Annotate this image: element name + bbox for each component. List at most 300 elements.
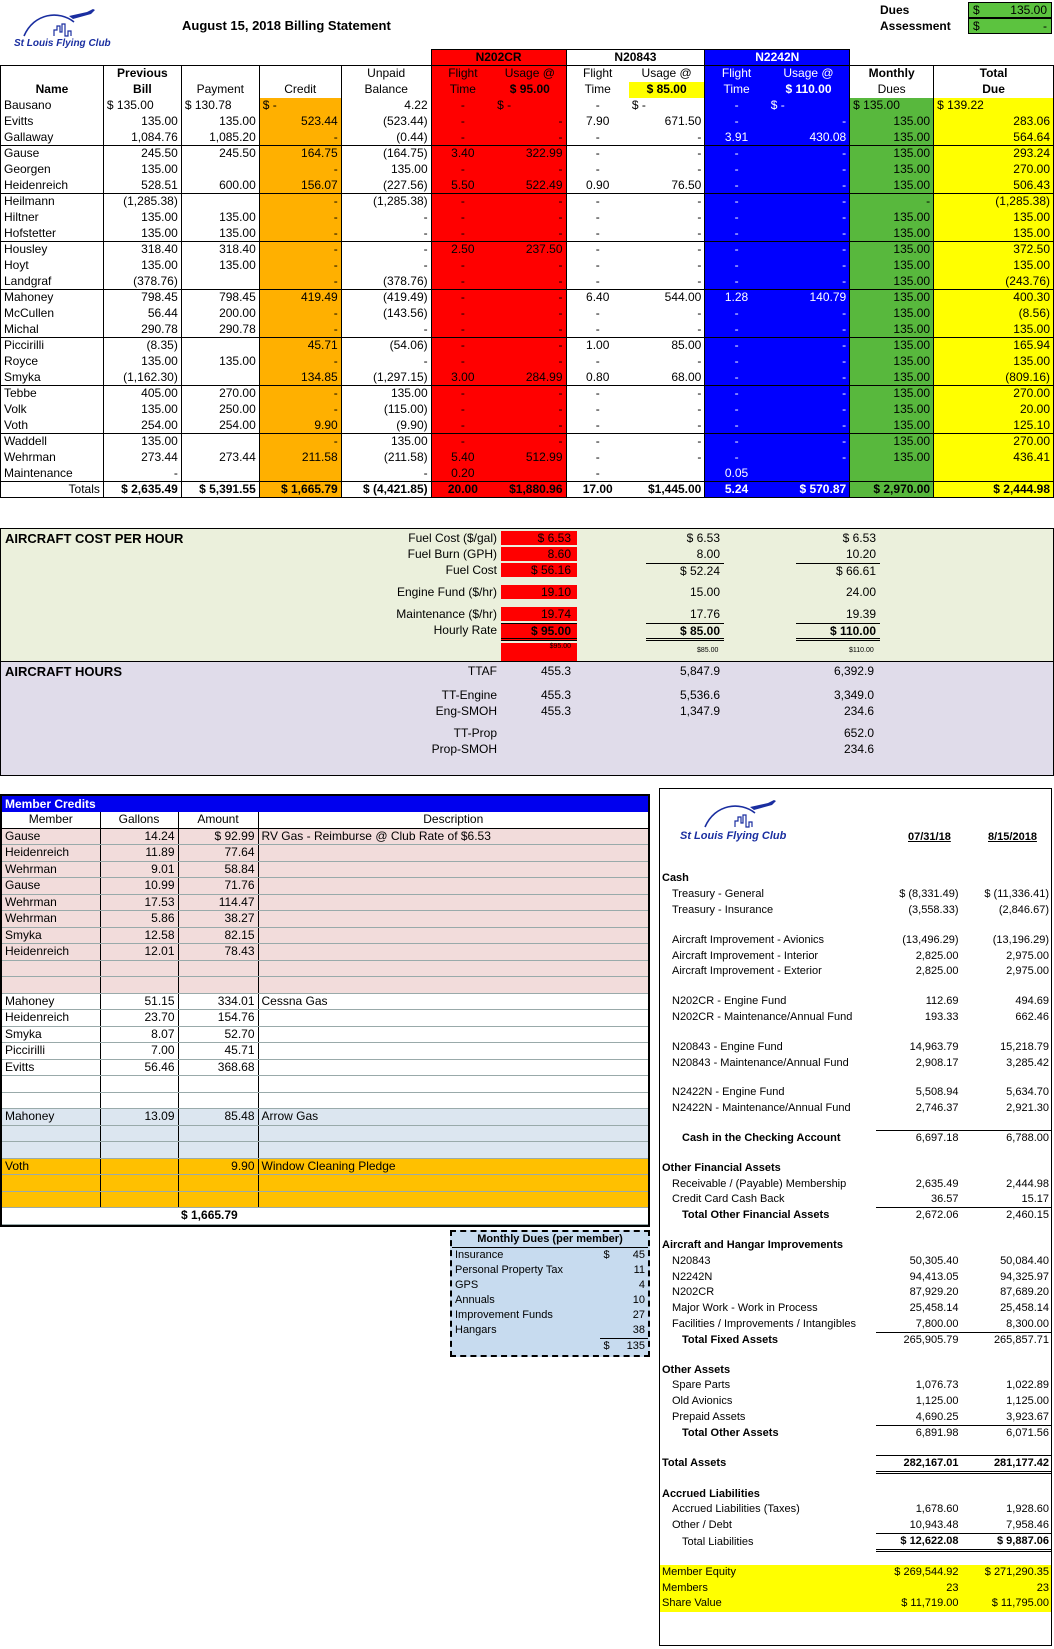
- balance-value-0731: $ 269,544.92: [894, 1565, 959, 1578]
- balance-label: Spare Parts: [672, 1379, 731, 1392]
- billing-cell: -: [697, 402, 702, 416]
- credit-row: [2, 1191, 648, 1208]
- credit-cell: [2, 1092, 100, 1109]
- balance-value-0815: 1,928.60: [1006, 1503, 1049, 1516]
- mdues-currency: [600, 1323, 616, 1339]
- balance-row: [660, 1455, 1051, 1472]
- balance-value-0815: (13,196.29): [992, 933, 1049, 946]
- mdues-total: 135: [616, 1339, 648, 1355]
- credit-row: [2, 1109, 648, 1126]
- flight-time-header-2b: Time: [566, 82, 629, 98]
- billing-cell: [934, 466, 1054, 482]
- billing-cell: -: [705, 146, 768, 162]
- billing-cell: -: [494, 338, 566, 354]
- billing-cell: -: [431, 210, 494, 226]
- balance-value-0731: 5,508.94: [915, 1086, 959, 1099]
- usage-rate-3: $ 110.00: [768, 82, 850, 98]
- billing-cell: -: [566, 434, 629, 450]
- billing-row: [1, 162, 1054, 178]
- billing-cell: -: [768, 210, 850, 226]
- balance-value-0815: 2,921.30: [1006, 1102, 1049, 1115]
- balance-value-0731: 2,825.00: [915, 949, 959, 962]
- credit-cell: [258, 977, 648, 994]
- credit-cell: [178, 977, 258, 994]
- mdues-item: Personal Property Tax: [455, 1264, 564, 1276]
- billing-cell: -: [768, 114, 850, 130]
- balance-label: Major Work - Work in Process: [672, 1302, 818, 1315]
- dues-label: Dues: [880, 3, 910, 17]
- billing-cell: 135.00: [850, 210, 934, 226]
- credit-cell: [178, 1092, 258, 1109]
- billing-cell: 290.78: [103, 322, 181, 338]
- billing-cell: -: [259, 258, 341, 274]
- credit-cell: 14.24: [100, 828, 178, 845]
- billing-cell: -: [629, 322, 705, 338]
- billing-cell: Hoyt: [1, 258, 104, 274]
- credit-cell: [100, 1142, 178, 1159]
- credit-cell: [258, 960, 648, 977]
- billing-cell: -: [431, 322, 494, 338]
- totals-cell: $ 2,635.49: [103, 482, 181, 498]
- billing-cell: 544.00: [664, 290, 702, 305]
- totals-cell: 5.24: [705, 482, 768, 498]
- credit-cell: $ 92.99: [178, 828, 258, 845]
- credit-cell: [258, 1076, 648, 1093]
- billing-cell: -: [697, 434, 702, 449]
- billing-cell: (211.58): [341, 450, 431, 466]
- balance-row: [660, 1285, 1051, 1301]
- billing-cell: 270.00: [181, 386, 259, 402]
- billing-cell: -: [697, 194, 702, 209]
- billing-cell: 135.00: [934, 322, 1054, 338]
- monthly-dues-header-2: Dues: [850, 82, 934, 98]
- cost-value-n2242n: 24.00: [845, 585, 876, 599]
- billing-cell: 135.00: [103, 402, 181, 418]
- billing-cell: 135.00: [103, 226, 181, 242]
- billing-cell: -: [566, 162, 629, 178]
- billing-cell: -: [431, 226, 494, 242]
- billing-cell: 372.50: [934, 242, 1054, 258]
- billing-cell: 45.71: [259, 338, 341, 354]
- billing-cell: -: [494, 402, 566, 418]
- billing-cell: -: [431, 98, 494, 114]
- credit-row: [2, 828, 648, 845]
- billing-cell: 135.00: [850, 290, 934, 306]
- billing-cell: (523.44): [341, 114, 431, 130]
- billing-cell: -: [566, 98, 629, 114]
- balance-label: N2422N - Engine Fund: [672, 1086, 785, 1099]
- credit-cell: Arrow Gas: [258, 1109, 648, 1126]
- billing-cell: (378.76): [341, 274, 431, 290]
- billing-cell: Hiltner: [1, 210, 104, 226]
- balance-row: [660, 1101, 1051, 1117]
- total-due-header-2: Due: [934, 82, 1054, 98]
- mdues-item: GPS: [455, 1279, 479, 1291]
- credit-cell: [178, 1191, 258, 1208]
- billing-cell: -: [431, 386, 494, 402]
- credit-row: [2, 878, 648, 895]
- mdues-row: [452, 1263, 648, 1278]
- billing-cell: (1,285.38): [934, 194, 1054, 210]
- billing-cell: -: [431, 290, 494, 306]
- credit-cell: Wehrman: [2, 911, 100, 928]
- billing-cell: 1,084.76: [103, 130, 181, 146]
- cost-label: Hourly Rate: [433, 623, 497, 637]
- balance-label: Aircraft and Hangar Improvements: [662, 1238, 843, 1251]
- credit-row: [2, 1142, 648, 1159]
- credit-cell: 78.43: [178, 944, 258, 961]
- credit-cell: [258, 1125, 648, 1142]
- billing-cell: (54.06): [341, 338, 431, 354]
- billing-cell: [181, 274, 259, 290]
- credit-cell: 77.64: [178, 845, 258, 862]
- credit-row: [2, 1076, 648, 1093]
- credit-row: [2, 1010, 648, 1027]
- unpaid-header: Unpaid: [341, 66, 431, 82]
- billing-cell: -: [768, 146, 850, 162]
- billing-cell: McCullen: [1, 306, 104, 322]
- balance-label: Cash: [662, 872, 689, 885]
- balance-value-0815: $ 11,795.00: [991, 1597, 1049, 1610]
- billing-cell: Gause: [1, 146, 104, 162]
- balance-row: [660, 964, 1051, 980]
- balance-label: Members: [662, 1581, 708, 1594]
- credit-cell: 7.00: [100, 1043, 178, 1060]
- balance-label: Other Financial Assets: [662, 1161, 781, 1174]
- credit-cell: [258, 911, 648, 928]
- billing-cell: 250.00: [181, 402, 259, 418]
- credit-cell: Wehrman: [2, 861, 100, 878]
- monthly-dues-breakdown: [450, 1230, 650, 1357]
- billing-cell: -: [697, 450, 702, 464]
- balance-value-0815: 2,460.15: [961, 1208, 1051, 1224]
- billing-cell: -: [259, 386, 341, 402]
- billing-cell: 1.28: [705, 290, 768, 306]
- balance-label: Credit Card Cash Back: [672, 1193, 785, 1206]
- billing-cell: -: [566, 130, 629, 146]
- balance-row: [660, 1596, 1051, 1612]
- billing-row: [1, 370, 1054, 386]
- balance-label: Accrued Liabilities: [662, 1487, 760, 1500]
- balance-label: N202CR - Maintenance/Annual Fund: [672, 1010, 853, 1023]
- billing-cell: 270.00: [934, 386, 1054, 402]
- balance-row: [660, 1486, 1051, 1502]
- billing-cell: Royce: [1, 354, 104, 370]
- billing-row: [1, 386, 1054, 402]
- billing-cell: -: [494, 130, 566, 146]
- balance-label: Cash in the Checking Account: [682, 1131, 841, 1144]
- billing-cell: 1,085.20: [181, 130, 259, 146]
- billing-cell: -: [259, 434, 341, 450]
- credit-cell: [100, 1191, 178, 1208]
- mdues-amount: 10: [632, 1294, 645, 1306]
- billing-cell: [850, 466, 934, 482]
- billing-cell: -: [566, 226, 629, 242]
- billing-cell: [181, 162, 259, 178]
- credit-row: [2, 911, 648, 928]
- credit-cell: [258, 1191, 648, 1208]
- balance-label: Total Other Assets: [682, 1426, 779, 1439]
- balance-row: [660, 1348, 1051, 1362]
- billing-cell: -: [494, 258, 566, 274]
- balance-sheet: [659, 788, 1052, 1646]
- billing-cell: 419.49: [259, 290, 341, 306]
- billing-cell: 293.24: [934, 146, 1054, 162]
- billing-cell: Piccirilli: [1, 338, 104, 354]
- flight-time-header-3: Flight: [705, 66, 768, 82]
- balance-row: [660, 994, 1051, 1010]
- billing-cell: (1,285.38): [341, 194, 431, 210]
- billing-cell: -: [705, 274, 768, 290]
- billing-cell: 512.99: [494, 450, 566, 466]
- balance-value-0731: 10,943.48: [909, 1518, 959, 1531]
- balance-value-0731: 36.57: [930, 1193, 959, 1206]
- billing-cell: -: [103, 466, 181, 482]
- balance-value-0815: 5,634.70: [1006, 1086, 1049, 1099]
- balance-value-0731: 2,746.37: [915, 1102, 959, 1115]
- billing-cell: -: [259, 162, 341, 178]
- billing-cell: 135.00: [103, 210, 181, 226]
- billing-cell: -: [431, 354, 494, 370]
- billing-cell: -: [431, 130, 494, 146]
- balance-row: [660, 1176, 1051, 1192]
- balance-row: [660, 1238, 1051, 1254]
- billing-cell: -: [705, 322, 768, 338]
- cost-value-n2242n: $ 110.00: [796, 623, 880, 641]
- balance-value-0731: 193.33: [924, 1010, 959, 1023]
- balance-row: [660, 1253, 1051, 1269]
- billing-cell: (1,297.15): [341, 370, 431, 386]
- mdues-currency: [600, 1293, 616, 1308]
- billing-cell: (378.76): [103, 274, 181, 290]
- balance-row: [660, 1332, 1051, 1348]
- billing-cell: -: [768, 402, 850, 418]
- billing-cell: 135.00: [181, 226, 259, 242]
- billing-cell: 135.00: [850, 242, 934, 258]
- billing-cell: 135.00: [850, 386, 934, 402]
- balance-label: N20843 - Maintenance/Annual Fund: [672, 1056, 849, 1069]
- hours-value-n2242n: 3,349.0: [833, 688, 874, 702]
- billing-cell: 140.79: [768, 290, 850, 306]
- balance-value-0815: $ 271,290.35: [984, 1565, 1049, 1578]
- billing-cell: -: [705, 338, 768, 354]
- cost-value-n20843: $ 6.53: [686, 531, 720, 545]
- hours-value-n202cr: 455.3: [540, 664, 571, 678]
- billing-cell: 523.44: [259, 114, 341, 130]
- credit-cell: [178, 1142, 258, 1159]
- balance-row: [660, 1394, 1051, 1410]
- credit-row: [2, 993, 648, 1010]
- billing-cell: -: [705, 434, 768, 450]
- balance-label: Treasury - Insurance: [672, 903, 774, 916]
- hours-value-n20843: 1,347.9: [679, 704, 720, 718]
- billing-cell: -: [494, 290, 566, 306]
- total-due-header: Total: [934, 66, 1054, 82]
- totals-cell: $ 1,665.79: [259, 482, 341, 498]
- balance-value-0731: 1,076.73: [915, 1379, 959, 1392]
- billing-cell: -: [494, 306, 566, 322]
- billing-cell: 322.99: [494, 146, 566, 162]
- credit-cell: [2, 1125, 100, 1142]
- billing-cell: 164.75: [259, 146, 341, 162]
- billing-cell: 671.50: [664, 114, 702, 128]
- billing-cell: -: [768, 306, 850, 322]
- mdues-amount: 45: [632, 1249, 645, 1261]
- hours-value-n2242n: 234.6: [843, 742, 874, 756]
- balance-row: [660, 1269, 1051, 1285]
- billing-cell: -: [494, 274, 566, 290]
- billing-cell: 0.90: [566, 178, 629, 194]
- credit-row: [2, 1125, 648, 1142]
- credit-cell: 5.86: [100, 911, 178, 928]
- balance-row: [660, 1208, 1051, 1224]
- billing-cell: -: [768, 178, 850, 194]
- billing-cell: -: [705, 178, 768, 194]
- balance-row: [660, 1085, 1051, 1101]
- billing-cell: [494, 466, 566, 482]
- credit-cell: 45.71: [178, 1043, 258, 1060]
- billing-cell: 135.00: [850, 450, 934, 466]
- cost-value-n202cr: $ 6.53: [501, 531, 577, 545]
- billing-cell: Evitts: [1, 114, 104, 130]
- credit-cell: 13.09: [100, 1109, 178, 1126]
- totals-cell: $ (4,421.85): [341, 482, 431, 498]
- credit-cell: [100, 960, 178, 977]
- hours-value-n20843: 5,536.6: [679, 688, 720, 702]
- balance-logo: [680, 799, 820, 842]
- billing-cell: Hofstetter: [1, 226, 104, 242]
- credit-cell: 334.01: [178, 993, 258, 1010]
- billing-cell: 20.00: [934, 402, 1054, 418]
- credit-cell: [258, 878, 648, 895]
- billing-cell: (1,162.30): [103, 370, 181, 386]
- billing-cell: Waddell: [1, 434, 104, 450]
- mdues-row: [452, 1278, 648, 1293]
- billing-cell: -: [341, 322, 431, 338]
- balance-label: Treasury - General: [672, 888, 764, 901]
- billing-cell: -: [566, 354, 629, 370]
- credit-row: [2, 894, 648, 911]
- balance-label: Aircraft Improvement - Exterior: [672, 965, 822, 978]
- billing-cell: 6.40: [566, 290, 629, 306]
- billing-cell: 135.00: [850, 322, 934, 338]
- balance-value-0731: $ 12,622.08: [876, 1534, 960, 1551]
- billing-cell: Voth: [1, 418, 104, 434]
- credit-cell: 8.07: [100, 1026, 178, 1043]
- cost-value-n20843: $ 52.24: [646, 563, 724, 578]
- billing-cell: 7.90: [566, 114, 629, 130]
- hours-value-n202cr: 455.3: [540, 688, 571, 702]
- balance-value-0731: 14,963.79: [909, 1040, 959, 1053]
- billing-cell: -: [566, 418, 629, 434]
- billing-cell: -: [705, 354, 768, 370]
- billing-cell: -: [697, 146, 702, 161]
- billing-cell: 3.40: [431, 146, 494, 162]
- balance-value-0815: 265,857.71: [961, 1332, 1051, 1348]
- billing-cell: -: [629, 274, 705, 290]
- billing-cell: -: [259, 242, 341, 258]
- billing-cell: 135.00: [934, 258, 1054, 274]
- billing-cell: 135.00: [181, 114, 259, 130]
- balance-date-2: 8/15/2018: [988, 831, 1037, 843]
- credit-cell: Heidenreich: [2, 845, 100, 862]
- billing-cell: 798.45: [103, 290, 181, 306]
- cost-label: Maintenance ($/hr): [396, 607, 497, 621]
- billing-cell: [259, 466, 341, 482]
- billing-cell: -: [494, 162, 566, 178]
- billing-cell: -: [768, 162, 850, 178]
- credit-cell: Smyka: [2, 927, 100, 944]
- plane-n20843-header: N20843: [566, 50, 705, 66]
- credit-cell: [178, 1125, 258, 1142]
- balance-row: [660, 980, 1051, 994]
- billing-cell: Georgen: [1, 162, 104, 178]
- credit-cell: [100, 977, 178, 994]
- billing-cell: (227.56): [341, 178, 431, 194]
- billing-cell: 254.00: [103, 418, 181, 434]
- credits-total: $ 1,665.79: [178, 1208, 258, 1225]
- prev-bill-header-2: Bill: [103, 82, 181, 98]
- billing-cell: Tebbe: [1, 386, 104, 402]
- totals-cell: $1,880.96: [494, 482, 566, 498]
- billing-cell: 135.00: [850, 146, 934, 162]
- balance-value-0731: 1,125.00: [915, 1395, 959, 1408]
- billing-cell: -: [566, 386, 629, 402]
- billing-cell: [181, 338, 259, 354]
- balance-label: Prepaid Assets: [672, 1410, 746, 1423]
- billing-cell: -: [705, 386, 768, 402]
- billing-cell: -: [697, 210, 702, 224]
- billing-cell: 135.00: [850, 370, 934, 386]
- billing-row: [1, 98, 1054, 114]
- mdues-row: [452, 1308, 648, 1323]
- balance-row: [660, 1534, 1051, 1551]
- balance-value-0731: (13,496.29): [902, 933, 959, 946]
- billing-cell: 0.80: [566, 370, 629, 386]
- billing-cell: 405.00: [103, 386, 181, 402]
- billing-cell: 3.00: [431, 370, 494, 386]
- hours-value-n202cr: 455.3: [540, 704, 571, 718]
- billing-row: [1, 338, 1054, 354]
- balance-value-0731: 265,905.79: [876, 1332, 960, 1348]
- billing-row: [1, 114, 1054, 130]
- balance-value-0815: 6,788.00: [961, 1131, 1051, 1147]
- dues-value: $ 135.00: [968, 2, 1052, 18]
- billing-cell: -: [431, 114, 494, 130]
- balance-value-0731: $ 11,719.00: [901, 1597, 959, 1610]
- billing-cell: -: [566, 194, 629, 210]
- credit-cell: 12.01: [100, 944, 178, 961]
- cost-value-n202cr: $ 56.16: [501, 563, 577, 577]
- billing-cell: -: [705, 210, 768, 226]
- billing-cell: 135.00: [850, 434, 934, 450]
- balance-value-0815: 87,689.20: [1000, 1286, 1049, 1299]
- totals-cell: $ 2,444.98: [934, 482, 1054, 498]
- usage-header-2: Usage @: [629, 66, 705, 82]
- credit-cell: [100, 1092, 178, 1109]
- credit-cell: Wehrman: [2, 894, 100, 911]
- cost-value-n20843: 15.00: [689, 585, 720, 599]
- billing-cell: 135.00: [181, 210, 259, 226]
- balance-row: [660, 887, 1051, 903]
- balance-value-0731: 6,891.98: [876, 1425, 960, 1441]
- assessment-value: $ -: [968, 18, 1052, 34]
- billing-row: [1, 418, 1054, 434]
- balance-label: N2422N - Maintenance/Annual Fund: [672, 1102, 851, 1115]
- billing-cell: -: [341, 258, 431, 274]
- credit-row: [2, 1043, 648, 1060]
- credit-cell: Mahoney: [2, 993, 100, 1010]
